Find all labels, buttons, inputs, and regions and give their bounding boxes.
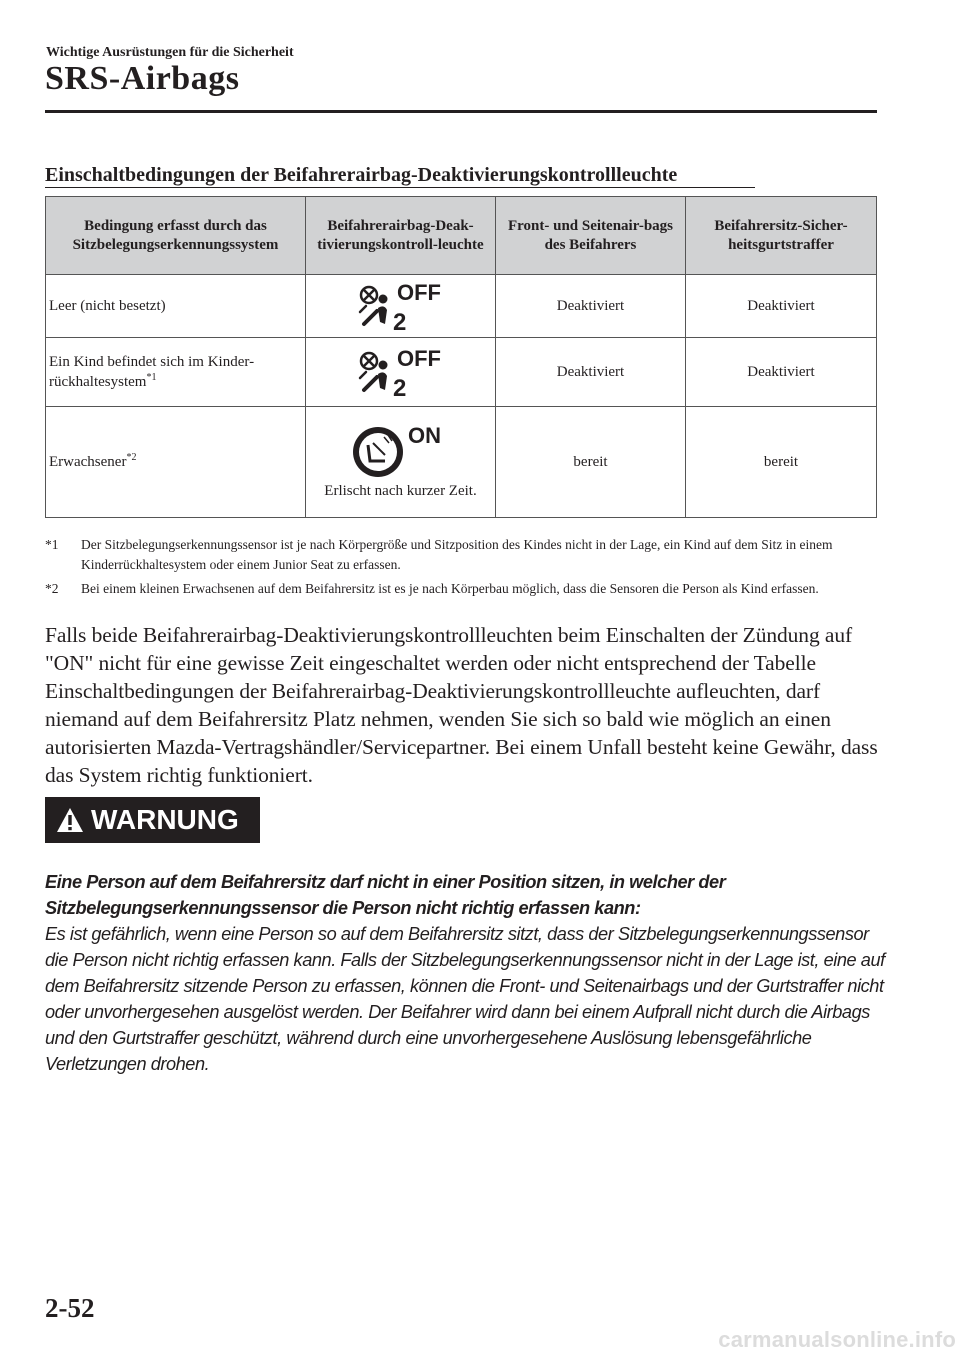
- indicator-on-label: ON: [407, 423, 441, 448]
- condition-text: Ein Kind befindet sich im Kinder-rückhaltesystem: [49, 354, 255, 390]
- table-header-row: [46, 197, 877, 275]
- chapter-title: Wichtige Ausrüstungen für die Sicherheit: [46, 45, 294, 60]
- indicator-cell: [306, 338, 496, 407]
- airbags-cell: Deaktiviert: [496, 275, 686, 338]
- warning-label: WARNUNG: [91, 804, 239, 835]
- pretensioner-cell: Deaktiviert: [686, 275, 877, 338]
- footnote-ref: *1: [146, 372, 157, 383]
- indicator-number: 2: [392, 309, 406, 334]
- body-paragraph: Falls beide Beifahrerairbag-Deaktivierungskontrollleuchten beim Einschalten der Zündung auf "ON" nicht für eine gewisse Zeit eingeschaltet werden oder nicht entsprechend der Tabelle Einschaltbedingungen der Beifahrerairbag-Deaktivierungskontrollleuchte aufleuchten, darf niemand auf dem Beifahrersitz Platz nehmen, wenden Sie sich so bald wie möglich an einen autorisierten Mazda-Vertragshändler/Servicepartner. Bei einem Unfall besteht keine Gewähr, dass das System richtig funktioniert.: [45, 623, 878, 787]
- condition-cell: [46, 407, 306, 518]
- column-header-pretensioner: Beifahrersitz-Sicher-heitsgurtstraffer: [686, 197, 877, 275]
- airbags-cell: Deaktiviert: [496, 338, 686, 407]
- conditions-table: [45, 196, 877, 518]
- title-divider: [45, 110, 877, 113]
- indicator-cell: [306, 407, 496, 518]
- indicator-caption: Erlischt nach kurzer Zeit.: [324, 483, 477, 499]
- warning-text-block: [45, 869, 885, 1077]
- warning-triangle-icon: [55, 806, 85, 834]
- passenger-airbag-off-icon: [351, 278, 451, 334]
- indicator-cell: [306, 275, 496, 338]
- footnote-text: Der Sitzbelegungserkennungssensor ist je nach Körpergröße und Sitzposition des Kindes nicht in der Lage, ein Kind auf dem Sitz in einem Kinderrückhaltesystem oder einem Junior Seat zu erfassen.: [81, 537, 833, 572]
- page-number: 2-52: [45, 1293, 95, 1323]
- airbags-cell: bereit: [496, 407, 686, 518]
- section-title: SRS-Airbags: [45, 60, 240, 97]
- watermark: carmanualsonline.info: [718, 1327, 956, 1352]
- column-header-airbags: Front- und Seitenair-bags des Beifahrers: [496, 197, 686, 275]
- footnote-ref: *2: [126, 452, 137, 463]
- column-header-condition: Bedingung erfasst durch das Sitzbelegungserkennungssystem: [46, 197, 306, 275]
- footnote: [45, 535, 876, 575]
- table-heading-underline: [45, 187, 755, 188]
- footnote-mark: *1: [45, 537, 59, 552]
- pretensioner-cell: Deaktiviert: [686, 338, 877, 407]
- passenger-airbag-on-icon: [351, 423, 451, 479]
- passenger-airbag-off-icon: [351, 344, 451, 400]
- table-row: [46, 407, 877, 518]
- footnote: [45, 579, 876, 599]
- warning-badge: [45, 797, 260, 843]
- footnote-mark: *2: [45, 581, 59, 596]
- condition-cell: [46, 275, 306, 338]
- condition-text: Leer (nicht besetzt): [49, 298, 166, 314]
- indicator-number: 2: [392, 375, 406, 400]
- pretensioner-cell: bereit: [686, 407, 877, 518]
- column-header-indicator: Beifahrerairbag-Deak-tivierungskontroll-leuchte: [306, 197, 496, 275]
- table-row: [46, 338, 877, 407]
- footnote-text: Bei einem kleinen Erwachsenen auf dem Beifahrersitz ist es je nach Körperbau möglich, dass die Sensoren die Person als Kind erfassen.: [81, 581, 819, 596]
- warning-body-text: Es ist gefährlich, wenn eine Person so auf dem Beifahrersitz sitzt, dass der Sitzbelegungserkennungssensor die Person nicht richtig erfassen kann. Falls der Sitzbelegungserkennungssensor nicht in der Lage ist, eine auf dem Beifahrersitz sitzende Person zu erfassen, können die Front- und Seitenairbags und der Gurtstraffer nicht oder unvorhergesehen ausgelöst werden. Der Beifahrer wird dann bei einem Aufprall nicht durch die Airbags und den Gurtstraffer geschützt, während durch eine unvorhergesehene Auslösung lebensgefährliche Verletzungen drohen.: [45, 924, 885, 1074]
- table-heading: Einschaltbedingungen der Beifahrerairbag-Deaktivierungskontrollleuchte: [45, 164, 678, 186]
- indicator-off-label: OFF: [396, 346, 441, 371]
- condition-cell: [46, 338, 306, 407]
- table-row: [46, 275, 877, 338]
- indicator-off-label: OFF: [396, 280, 441, 305]
- warning-bold-text: Eine Person auf dem Beifahrersitz darf nicht in einer Position sitzen, in welcher der Sitzbelegungserkennungssensor die Person nicht richtig erfassen kann:: [45, 872, 726, 918]
- condition-text: Erwachsener: [49, 454, 127, 470]
